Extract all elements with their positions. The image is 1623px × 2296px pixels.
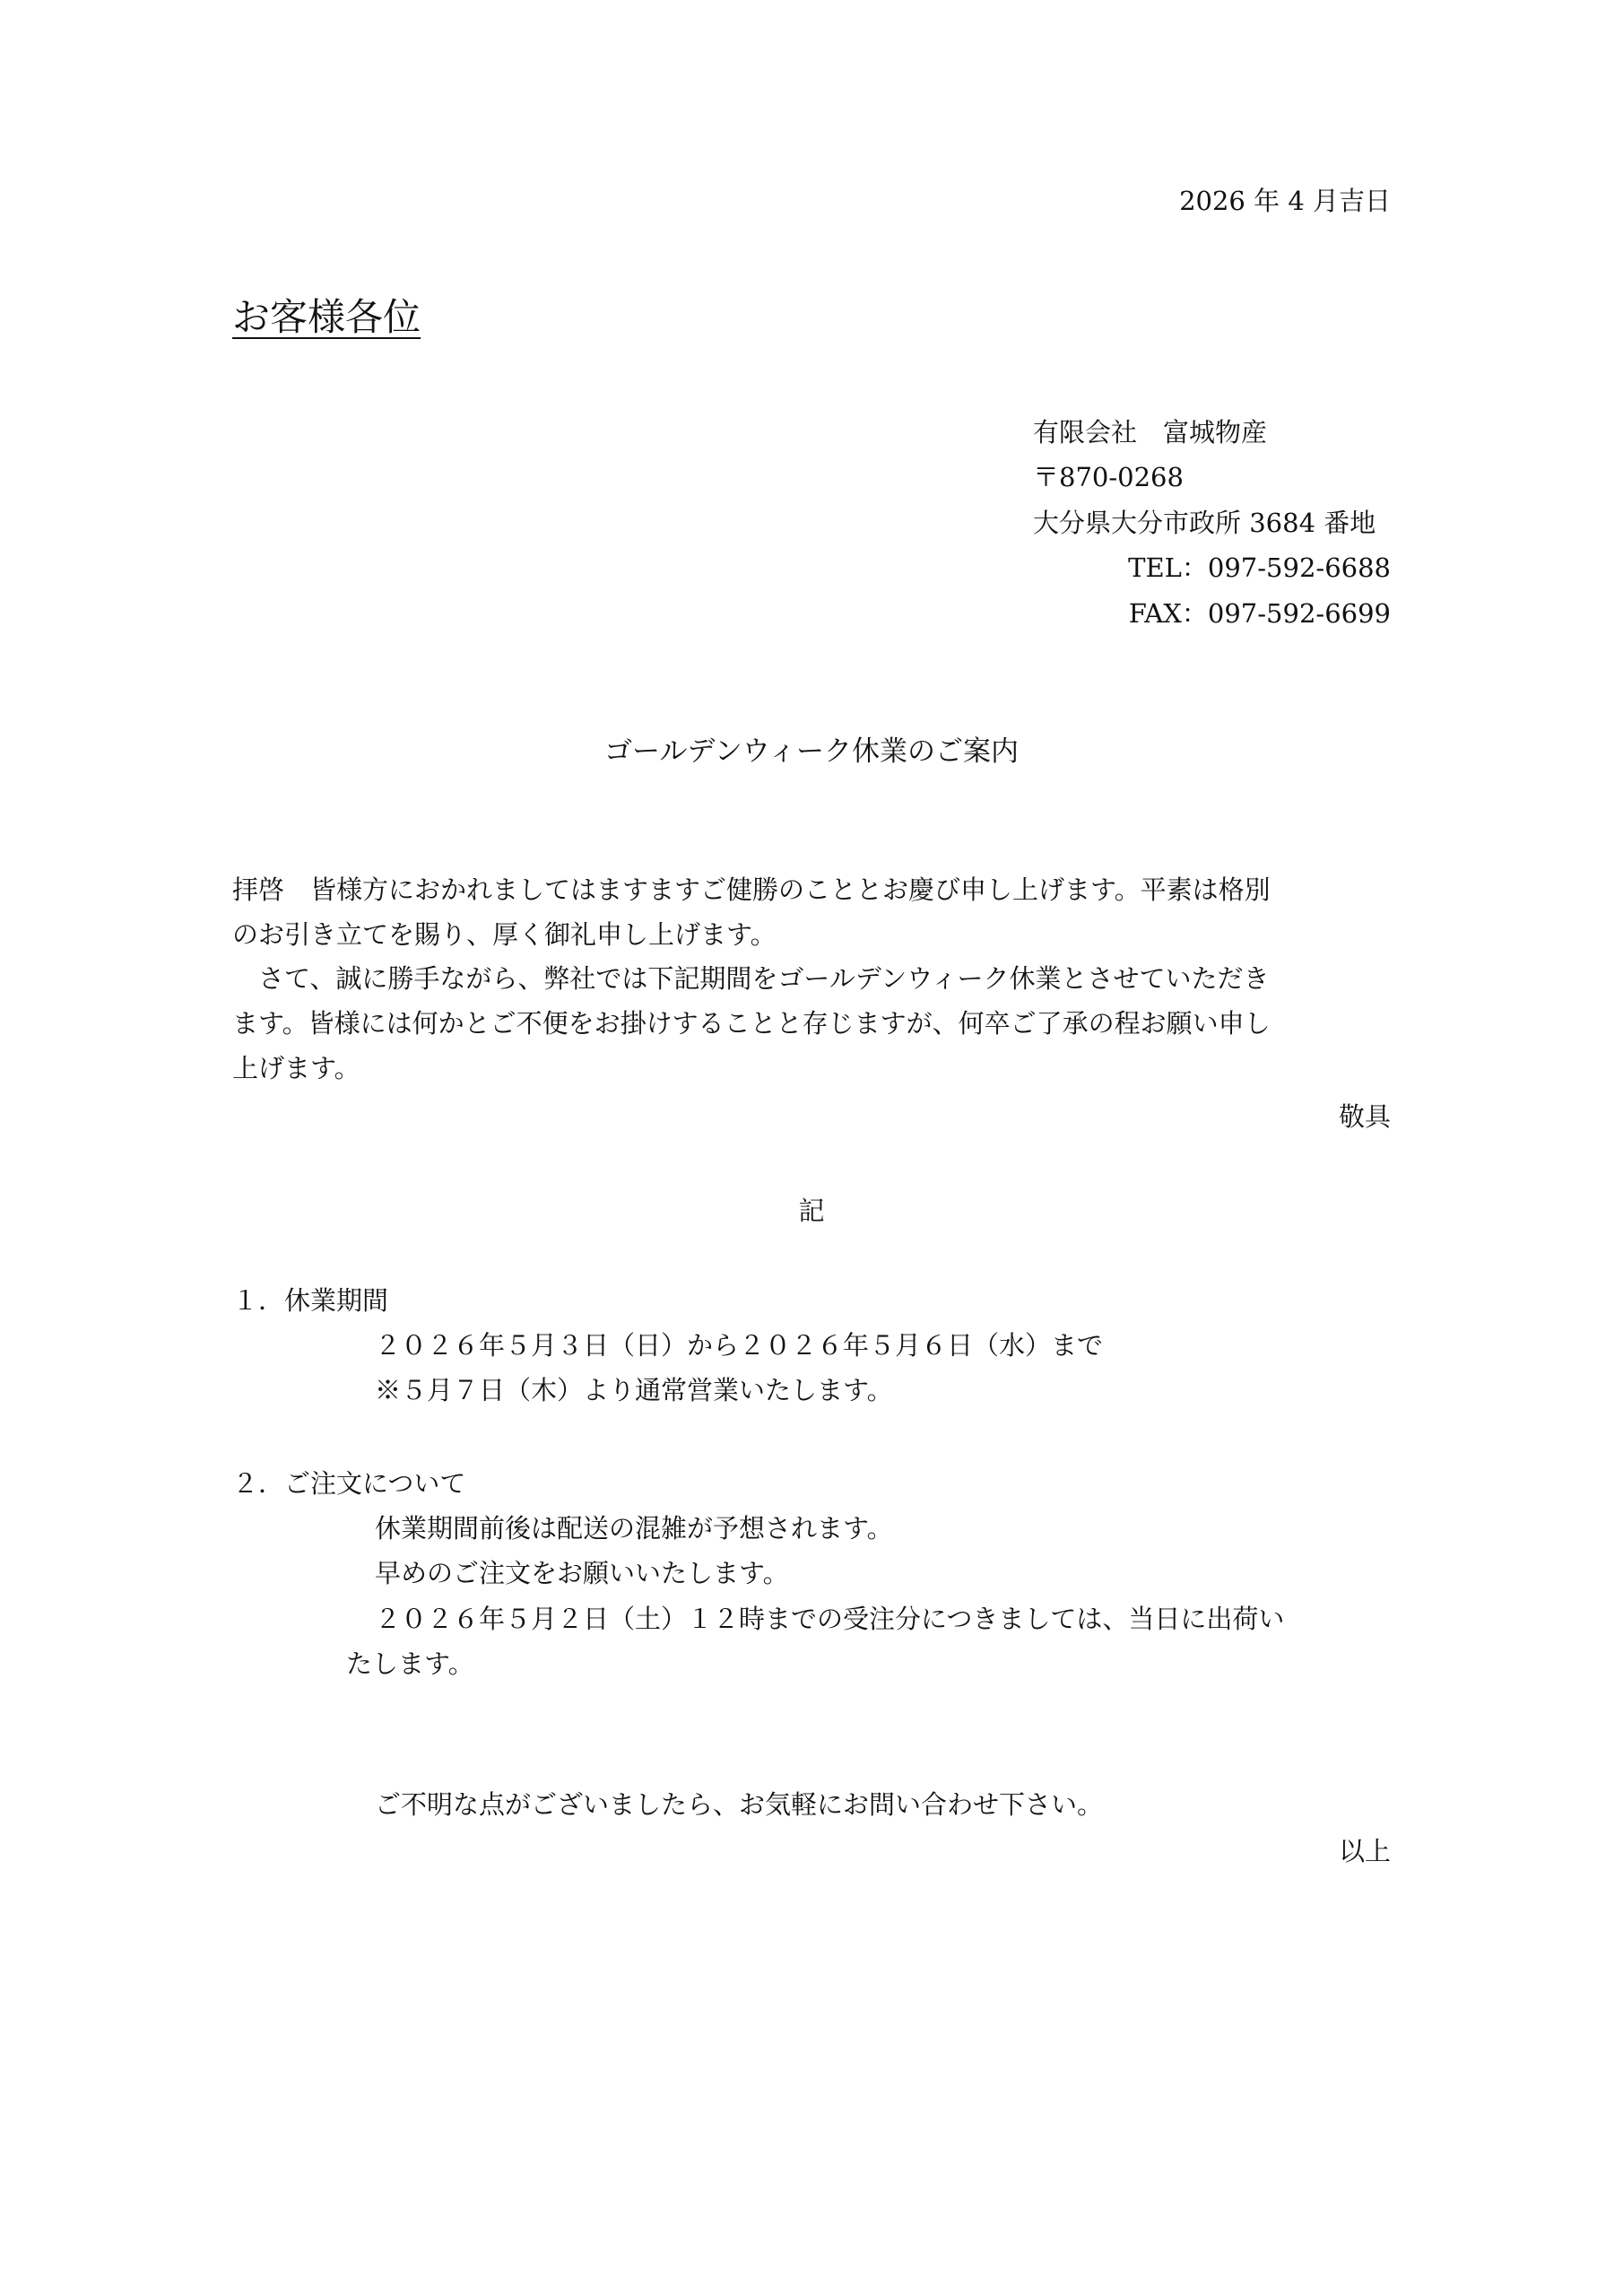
sender-tel: TEL：097-592-6688: [1128, 552, 1391, 583]
ki-heading: 記: [798, 1196, 825, 1226]
document-date: 2026 年 4 月吉日: [1179, 186, 1391, 216]
item-2-heading: ２．ご注文について: [232, 1468, 466, 1499]
body-line: のお引き立てを賜り、厚く御礼申し上げます。: [232, 919, 777, 950]
item-2-line: 早めのご注文をお願いいたします。: [375, 1558, 789, 1588]
contact-note: ご不明な点がございましたら、お気軽にお問い合わせ下さい。: [375, 1789, 1104, 1820]
body-line: 拝啓 皆様方におかれましてはますますご健勝のこととお慶び申し上げます。平素は格別: [232, 874, 1271, 905]
body-line: 上げます。: [232, 1053, 360, 1083]
body-line: さて、誠に勝手ながら、弊社では下記期間をゴールデンウィーク休業とさせていただき: [232, 963, 1270, 994]
sender-address: 大分県大分市政所 3684 番地: [1033, 508, 1376, 538]
subject-title: ゴールデンウィーク休業のご案内: [604, 735, 1019, 768]
recipient-heading: お客様各位: [232, 295, 421, 339]
item-2-line: たします。: [346, 1648, 474, 1679]
item-1-line: ※５月７日（木）より通常営業いたします。: [375, 1375, 893, 1405]
end-ijou: 以上: [1338, 1836, 1391, 1866]
closing-keigu: 敬具: [1338, 1101, 1391, 1132]
body-line: ます。皆様には何かとご不便をお掛けすることと存じますが、何卒ご了承の程お願い申し: [232, 1008, 1271, 1039]
item-1-line: ２０２６年５月３日（日）から２０２６年５月６日（水）まで: [375, 1330, 1104, 1361]
sender-fax: FAX：097-592-6699: [1128, 598, 1391, 629]
item-1-heading: １．休業期間: [232, 1285, 389, 1316]
sender-company: 有限会社 富城物産: [1033, 417, 1268, 448]
item-2-line: ２０２６年５月２日（土）１２時までの受注分につきましては、当日に出荷い: [375, 1604, 1285, 1634]
item-2-line: 休業期間前後は配送の混雑が予想されます。: [375, 1513, 893, 1544]
sender-postal: 〒870-0268: [1033, 462, 1184, 492]
